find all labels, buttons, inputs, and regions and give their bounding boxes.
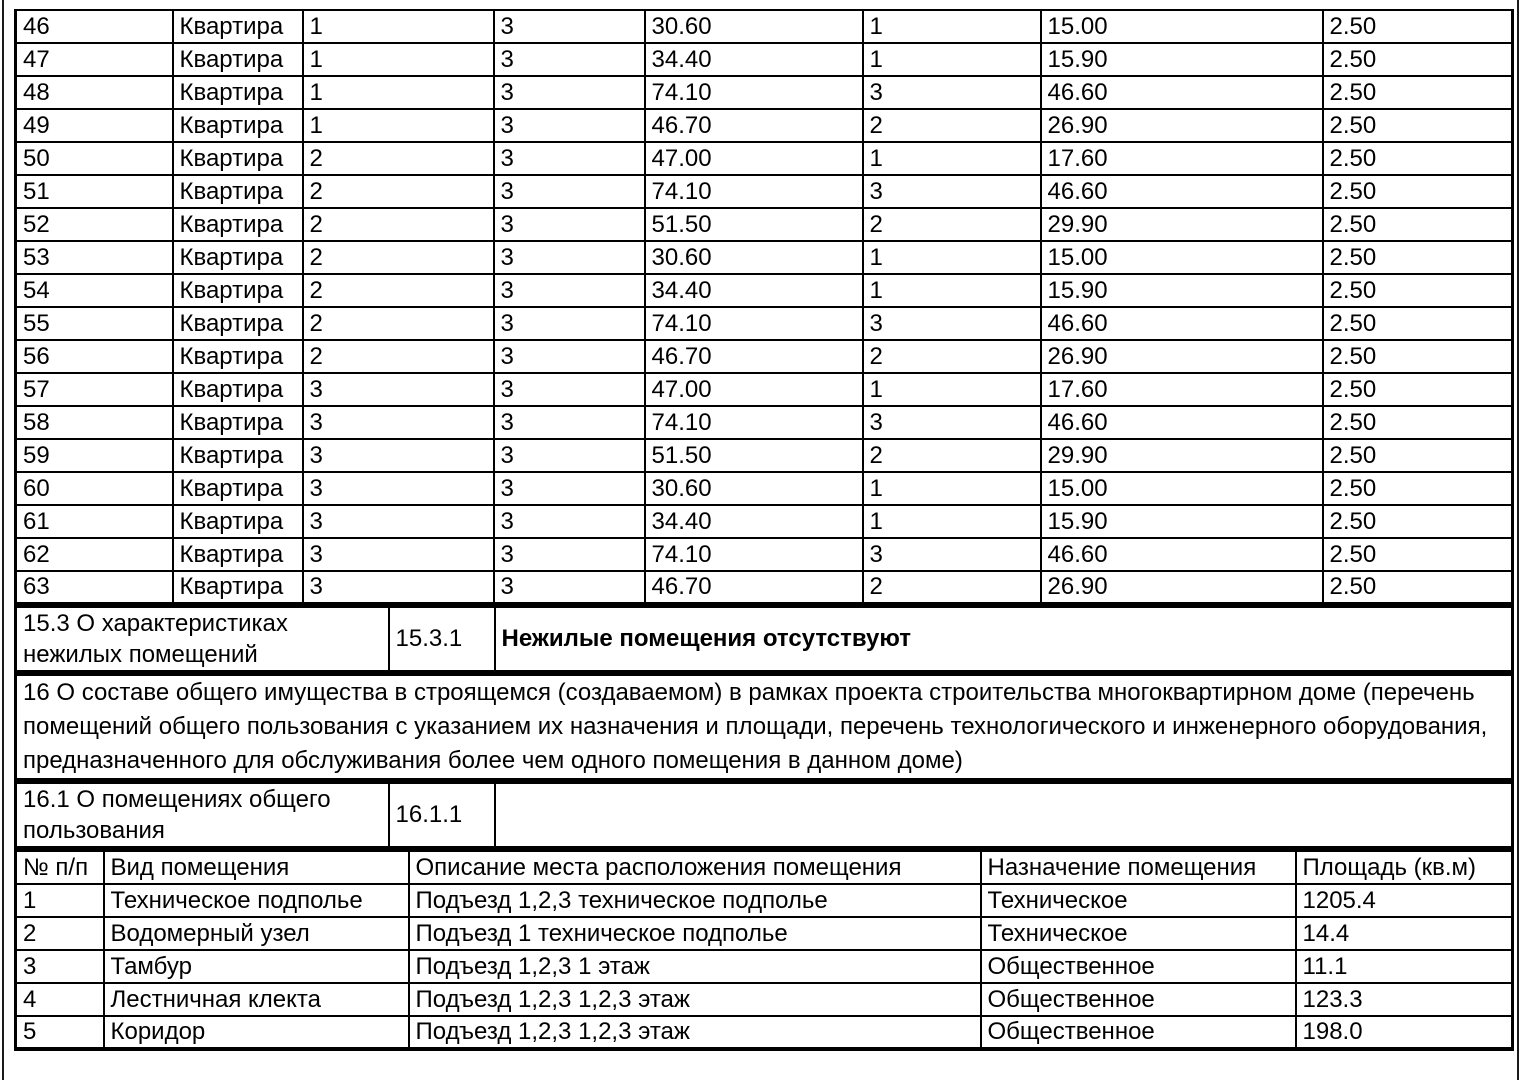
- apartment-row: [16, 274, 1513, 307]
- cell-floor: 3: [494, 142, 645, 175]
- cell-ceiling-height: 2.50: [1323, 472, 1513, 505]
- cell-entrance-number: 3: [303, 538, 494, 571]
- cell-room-location: Подъезд 1,2,3 1 этаж: [409, 950, 981, 983]
- cell-apartment-number: 51: [16, 175, 173, 208]
- section-16-row: [14, 674, 1514, 782]
- cell-room-type: Коридор: [104, 1016, 409, 1049]
- apartment-row: [16, 439, 1513, 472]
- cell-apartment-type: Квартира: [173, 274, 303, 307]
- cell-entrance-number: 3: [303, 505, 494, 538]
- cell-living-area: 29.90: [1041, 439, 1323, 472]
- cell-apartment-number: 57: [16, 373, 173, 406]
- cell-apartment-number: 60: [16, 472, 173, 505]
- cell-apartment-type: Квартира: [173, 439, 303, 472]
- header-room-location: Описание места расположения помещения: [409, 851, 981, 884]
- cell-apartment-type: Квартира: [173, 142, 303, 175]
- cell-rooms-count: 1: [863, 472, 1041, 505]
- cell-apartment-number: 48: [16, 76, 173, 109]
- cell-ceiling-height: 2.50: [1323, 142, 1513, 175]
- apartment-row: [16, 505, 1513, 538]
- cell-row-number: 1: [16, 884, 104, 917]
- cell-entrance-number: 2: [303, 340, 494, 373]
- cell-living-area: 46.60: [1041, 538, 1323, 571]
- cell-ceiling-height: 2.50: [1323, 10, 1513, 43]
- apartment-row: [16, 538, 1513, 571]
- cell-apartment-type: Квартира: [173, 571, 303, 604]
- cell-ceiling-height: 2.50: [1323, 43, 1513, 76]
- cell-ceiling-height: 2.50: [1323, 241, 1513, 274]
- cell-ceiling-height: 2.50: [1323, 109, 1513, 142]
- apartment-row: [16, 109, 1513, 142]
- section-16-1-value: [495, 783, 1513, 848]
- cell-entrance-number: 1: [303, 43, 494, 76]
- common-room-row: [16, 917, 1513, 950]
- cell-ceiling-height: 2.50: [1323, 439, 1513, 472]
- cell-entrance-number: 3: [303, 571, 494, 604]
- cell-apartment-type: Квартира: [173, 43, 303, 76]
- cell-apartment-type: Квартира: [173, 10, 303, 43]
- cell-apartment-number: 63: [16, 571, 173, 604]
- section-16-tr: [16, 675, 1513, 780]
- cell-living-area: 29.90: [1041, 208, 1323, 241]
- section-16-1-label: 16.1 О помещениях общего пользования: [16, 783, 389, 848]
- cell-rooms-count: 1: [863, 274, 1041, 307]
- cell-total-area: 74.10: [645, 307, 863, 340]
- cell-rooms-count: 2: [863, 571, 1041, 604]
- cell-apartment-type: Квартира: [173, 175, 303, 208]
- cell-apartment-type: Квартира: [173, 76, 303, 109]
- cell-ceiling-height: 2.50: [1323, 538, 1513, 571]
- cell-apartment-number: 50: [16, 142, 173, 175]
- cell-apartment-type: Квартира: [173, 109, 303, 142]
- cell-room-type: Лестничная клекта: [104, 983, 409, 1016]
- cell-row-number: 4: [16, 983, 104, 1016]
- apartment-row: [16, 10, 1513, 43]
- cell-living-area: 17.60: [1041, 142, 1323, 175]
- cell-entrance-number: 2: [303, 208, 494, 241]
- cell-total-area: 34.40: [645, 43, 863, 76]
- cell-apartment-number: 52: [16, 208, 173, 241]
- cell-rooms-count: 3: [863, 307, 1041, 340]
- cell-ceiling-height: 2.50: [1323, 571, 1513, 604]
- cell-total-area: 30.60: [645, 472, 863, 505]
- cell-living-area: 17.60: [1041, 373, 1323, 406]
- cell-apartment-number: 49: [16, 109, 173, 142]
- cell-apartment-type: Квартира: [173, 538, 303, 571]
- cell-floor: 3: [494, 274, 645, 307]
- cell-entrance-number: 2: [303, 142, 494, 175]
- common-room-row: [16, 950, 1513, 983]
- cell-room-area: 1205.4: [1296, 884, 1513, 917]
- header-row-number: № п/п: [16, 851, 104, 884]
- cell-rooms-count: 1: [863, 10, 1041, 43]
- common-rooms-header-row: [16, 851, 1513, 884]
- cell-room-purpose: Общественное: [981, 950, 1296, 983]
- cell-apartment-number: 53: [16, 241, 173, 274]
- cell-total-area: 51.50: [645, 208, 863, 241]
- cell-floor: 3: [494, 10, 645, 43]
- cell-rooms-count: 3: [863, 76, 1041, 109]
- cell-floor: 3: [494, 175, 645, 208]
- cell-rooms-count: 1: [863, 505, 1041, 538]
- cell-apartment-type: Квартира: [173, 472, 303, 505]
- common-room-row: [16, 884, 1513, 917]
- cell-total-area: 47.00: [645, 142, 863, 175]
- cell-living-area: 15.90: [1041, 43, 1323, 76]
- apartment-row: [16, 307, 1513, 340]
- cell-rooms-count: 1: [863, 142, 1041, 175]
- cell-floor: 3: [494, 538, 645, 571]
- apartment-row: [16, 208, 1513, 241]
- cell-rooms-count: 1: [863, 241, 1041, 274]
- cell-living-area: 15.00: [1041, 241, 1323, 274]
- common-room-row: [16, 983, 1513, 1016]
- cell-rooms-count: 3: [863, 175, 1041, 208]
- section-16-text: 16 О составе общего имущества в строящемся (создаваемом) в рамках проекта строительства многоквартирном доме (перечень помещений общего пользования с указанием их назначения и площади, перечень технологического и инженерного оборудования, предназначенного для обслуживания более чем одного помещения в данном доме): [16, 675, 1513, 780]
- cell-total-area: 74.10: [645, 175, 863, 208]
- section-16-1-tr: [16, 783, 1513, 848]
- cell-total-area: 34.40: [645, 274, 863, 307]
- section-15-3-row: [14, 606, 1514, 674]
- cell-living-area: 15.00: [1041, 472, 1323, 505]
- section-15-3-code: 15.3.1: [389, 607, 495, 672]
- cell-rooms-count: 2: [863, 340, 1041, 373]
- cell-ceiling-height: 2.50: [1323, 505, 1513, 538]
- cell-entrance-number: 2: [303, 307, 494, 340]
- cell-entrance-number: 3: [303, 373, 494, 406]
- cell-living-area: 46.60: [1041, 406, 1323, 439]
- cell-room-type: Водомерный узел: [104, 917, 409, 950]
- cell-apartment-type: Квартира: [173, 340, 303, 373]
- header-room-type: Вид помещения: [104, 851, 409, 884]
- cell-apartment-number: 47: [16, 43, 173, 76]
- cell-ceiling-height: 2.50: [1323, 340, 1513, 373]
- cell-row-number: 5: [16, 1016, 104, 1049]
- cell-entrance-number: 3: [303, 472, 494, 505]
- cell-ceiling-height: 2.50: [1323, 274, 1513, 307]
- cell-rooms-count: 2: [863, 109, 1041, 142]
- cell-total-area: 30.60: [645, 241, 863, 274]
- cell-total-area: 74.10: [645, 406, 863, 439]
- cell-floor: 3: [494, 505, 645, 538]
- cell-ceiling-height: 2.50: [1323, 175, 1513, 208]
- cell-apartment-type: Квартира: [173, 208, 303, 241]
- cell-floor: 3: [494, 406, 645, 439]
- cell-total-area: 74.10: [645, 76, 863, 109]
- cell-rooms-count: 1: [863, 43, 1041, 76]
- cell-total-area: 74.10: [645, 538, 863, 571]
- cell-apartment-type: Квартира: [173, 406, 303, 439]
- cell-room-type: Тамбур: [104, 950, 409, 983]
- cell-total-area: 46.70: [645, 109, 863, 142]
- cell-ceiling-height: 2.50: [1323, 307, 1513, 340]
- cell-rooms-count: 3: [863, 538, 1041, 571]
- header-room-area: Площадь (кв.м): [1296, 851, 1513, 884]
- cell-apartment-type: Квартира: [173, 373, 303, 406]
- cell-entrance-number: 1: [303, 76, 494, 109]
- apartment-row: [16, 406, 1513, 439]
- cell-room-purpose: Техническое: [981, 917, 1296, 950]
- page-edge-line-left: [2, 0, 4, 1080]
- cell-floor: 3: [494, 439, 645, 472]
- cell-apartment-number: 54: [16, 274, 173, 307]
- apartment-row: [16, 241, 1513, 274]
- apartment-row: [16, 472, 1513, 505]
- cell-floor: 3: [494, 208, 645, 241]
- cell-floor: 3: [494, 76, 645, 109]
- cell-entrance-number: 2: [303, 274, 494, 307]
- section-15-3-value: Нежилые помещения отсутствуют: [495, 607, 1513, 672]
- cell-room-purpose: Общественное: [981, 983, 1296, 1016]
- cell-rooms-count: 2: [863, 439, 1041, 472]
- cell-apartment-number: 58: [16, 406, 173, 439]
- cell-total-area: 47.00: [645, 373, 863, 406]
- cell-room-location: Подъезд 1,2,3 1,2,3 этаж: [409, 983, 981, 1016]
- cell-floor: 3: [494, 373, 645, 406]
- common-room-row: [16, 1016, 1513, 1049]
- common-rooms-table: [14, 850, 1514, 1051]
- cell-room-area: 198.0: [1296, 1016, 1513, 1049]
- cell-living-area: 15.90: [1041, 274, 1323, 307]
- cell-entrance-number: 3: [303, 439, 494, 472]
- cell-floor: 3: [494, 109, 645, 142]
- cell-ceiling-height: 2.50: [1323, 373, 1513, 406]
- cell-rooms-count: 3: [863, 406, 1041, 439]
- cell-row-number: 2: [16, 917, 104, 950]
- cell-ceiling-height: 2.50: [1323, 208, 1513, 241]
- apartments-table: [14, 9, 1514, 606]
- cell-room-location: Подъезд 1 техническое подполье: [409, 917, 981, 950]
- cell-living-area: 26.90: [1041, 571, 1323, 604]
- cell-apartment-number: 55: [16, 307, 173, 340]
- cell-apartment-number: 62: [16, 538, 173, 571]
- page-edge-line-right: [1517, 0, 1519, 1080]
- cell-living-area: 15.90: [1041, 505, 1323, 538]
- cell-room-type: Техническое подполье: [104, 884, 409, 917]
- cell-rooms-count: 1: [863, 373, 1041, 406]
- cell-total-area: 46.70: [645, 340, 863, 373]
- cell-living-area: 26.90: [1041, 340, 1323, 373]
- apartment-row: [16, 142, 1513, 175]
- cell-apartment-number: 59: [16, 439, 173, 472]
- section-16-1-row: [14, 782, 1514, 850]
- cell-room-purpose: Техническое: [981, 884, 1296, 917]
- cell-row-number: 3: [16, 950, 104, 983]
- cell-apartment-type: Квартира: [173, 505, 303, 538]
- apartment-row: [16, 175, 1513, 208]
- header-room-purpose: Назначение помещения: [981, 851, 1296, 884]
- document-content: [14, 9, 1514, 1051]
- apartment-row: [16, 76, 1513, 109]
- cell-room-location: Подъезд 1,2,3 1,2,3 этаж: [409, 1016, 981, 1049]
- cell-floor: 3: [494, 571, 645, 604]
- cell-entrance-number: 1: [303, 10, 494, 43]
- apartment-row: [16, 373, 1513, 406]
- cell-total-area: 51.50: [645, 439, 863, 472]
- cell-floor: 3: [494, 307, 645, 340]
- cell-room-area: 11.1: [1296, 950, 1513, 983]
- cell-floor: 3: [494, 340, 645, 373]
- cell-room-purpose: Общественное: [981, 1016, 1296, 1049]
- cell-entrance-number: 2: [303, 175, 494, 208]
- cell-total-area: 30.60: [645, 10, 863, 43]
- cell-floor: 3: [494, 472, 645, 505]
- cell-living-area: 26.90: [1041, 109, 1323, 142]
- cell-living-area: 46.60: [1041, 175, 1323, 208]
- cell-ceiling-height: 2.50: [1323, 406, 1513, 439]
- cell-living-area: 15.00: [1041, 10, 1323, 43]
- cell-total-area: 34.40: [645, 505, 863, 538]
- cell-room-area: 123.3: [1296, 983, 1513, 1016]
- apartment-row: [16, 43, 1513, 76]
- cell-entrance-number: 3: [303, 406, 494, 439]
- cell-floor: 3: [494, 241, 645, 274]
- section-15-3-tr: [16, 607, 1513, 672]
- cell-apartment-type: Квартира: [173, 307, 303, 340]
- cell-entrance-number: 2: [303, 241, 494, 274]
- section-16-1-code: 16.1.1: [389, 783, 495, 848]
- cell-apartment-number: 56: [16, 340, 173, 373]
- cell-apartment-type: Квартира: [173, 241, 303, 274]
- apartment-row: [16, 340, 1513, 373]
- cell-floor: 3: [494, 43, 645, 76]
- apartment-row: [16, 571, 1513, 604]
- cell-living-area: 46.60: [1041, 76, 1323, 109]
- cell-ceiling-height: 2.50: [1323, 76, 1513, 109]
- section-15-3-label: 15.3 О характеристиках нежилых помещений: [16, 607, 389, 672]
- cell-living-area: 46.60: [1041, 307, 1323, 340]
- cell-apartment-number: 61: [16, 505, 173, 538]
- cell-room-area: 14.4: [1296, 917, 1513, 950]
- cell-total-area: 46.70: [645, 571, 863, 604]
- cell-entrance-number: 1: [303, 109, 494, 142]
- cell-room-location: Подъезд 1,2,3 техническое подполье: [409, 884, 981, 917]
- cell-apartment-number: 46: [16, 10, 173, 43]
- cell-rooms-count: 2: [863, 208, 1041, 241]
